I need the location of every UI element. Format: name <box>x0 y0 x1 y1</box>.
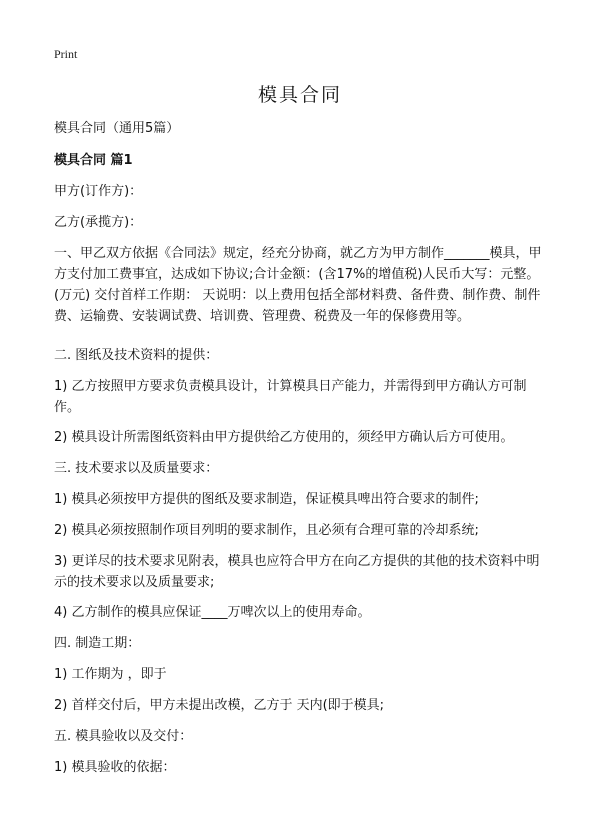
paragraph: 四. 制造工期： <box>54 636 141 651</box>
section-heading: 模具合同 篇1 <box>54 153 133 168</box>
print-label[interactable]: Print <box>54 47 78 61</box>
paragraph: 二. 图纸及技术资料的提供： <box>54 348 219 363</box>
paragraph: 2) 模具必须按照制作项目列明的要求制作，且必须有合理可靠的冷却系统; <box>54 523 479 538</box>
party-b-line: 乙方(承揽方)： <box>54 215 143 230</box>
page-title: 模具合同 <box>257 84 342 106</box>
paragraph: 3) 更详尽的技术要求见附表，模具也应符合甲方在向乙方提供的其他的技术资料中明示的技术要求以及质量要求; <box>54 554 540 590</box>
paragraph: 4) 乙方制作的模具应保证____万啤次以上的使用寿命。 <box>54 605 371 620</box>
paragraph: 五. 模具验收以及交付： <box>54 729 193 744</box>
party-a-line: 甲方(订作方)： <box>54 184 143 199</box>
paragraph: 1) 乙方按照甲方要求负责模具设计，计算模具日产能力，并需得到甲方确认方可制作。 <box>54 379 527 415</box>
paragraph: 1) 工作期为 ，即于 <box>54 667 167 682</box>
paragraph: 一、甲乙双方依据《合同法》规定，经充分协商，就乙方为甲方制作_______模具，甲方支付加工费事宜，达成如下协议;合计金额：(含17%的增值税)人民币大写：元整。(万元) 交付首样工作期： 天说明：以上费用包括全部材料费、备件费、制作费、制件费、运输费、安装调试费、培训费、管理费、税费及一年的保修费用等。 <box>54 246 542 324</box>
document-subtitle: 模具合同（通用5篇） <box>54 121 180 136</box>
paragraph: 1) 模具必须按甲方提供的图纸及要求制造，保证模具啤出符合要求的制件; <box>54 492 479 507</box>
paragraph: 三. 技术要求以及质量要求： <box>54 461 219 476</box>
paragraph: 2) 首样交付后，甲方未提出改模，乙方于 天内(即于模具; <box>54 698 385 713</box>
paragraph: 2) 模具设计所需图纸资料由甲方提供给乙方使用的，须经甲方确认后方可使用。 <box>54 430 514 445</box>
paragraph: 1) 模具验收的依据： <box>54 760 176 775</box>
